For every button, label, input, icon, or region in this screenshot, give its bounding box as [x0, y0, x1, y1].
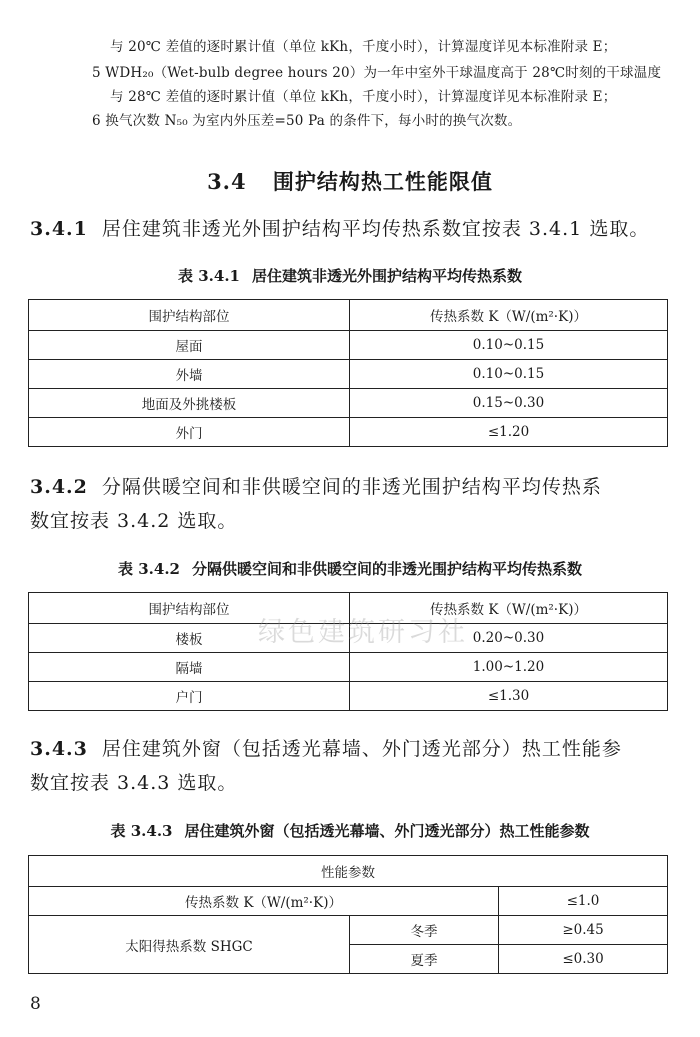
table-number: 表 3.4.2: [118, 560, 180, 578]
header-cell: 围护结构部位: [29, 593, 350, 624]
clause-text: 居住建筑外窗（包括透光幕墙、外门透光部分）热工性能参: [101, 738, 622, 760]
table-cell: 0.20~0.30: [350, 624, 668, 653]
clause-3-4-1: [30, 212, 649, 246]
table-3-4-2-caption: [0, 558, 700, 579]
table-header-row: [29, 300, 668, 331]
table-cell: 传热系数 K（W/(m²·K)）: [29, 887, 499, 916]
clause-text: 分隔供暖空间和非供暖空间的非透光围护结构平均传热系: [101, 476, 602, 498]
table-row: [29, 331, 668, 360]
table-cell: 太阳得热系数 SHGC: [29, 916, 350, 974]
table-3-4-1-caption: [0, 265, 700, 286]
table-cell: 屋面: [29, 331, 350, 360]
clause-3-4-3-cont: 数宜按表 3.4.3 选取。: [30, 772, 238, 794]
table-cell: 隔墙: [29, 653, 350, 682]
header-cell: 传热系数 K（W/(m²·K)）: [350, 300, 668, 331]
table-cell: 1.00~1.20: [350, 653, 668, 682]
table-3-4-3-caption: [0, 820, 700, 841]
table-cell: ≤1.30: [350, 682, 668, 711]
header-cell: 性能参数: [29, 856, 668, 887]
table-cell: ≤1.20: [350, 418, 668, 447]
note-line-6: 6 换气次数 N₅₀ 为室内外压差=50 Pa 的条件下，每小时的换气次数。: [92, 113, 522, 129]
table-row: [29, 916, 668, 945]
table-cell: 0.10~0.15: [350, 331, 668, 360]
table-cell: 楼板: [29, 624, 350, 653]
clause-number: 3.4.1: [30, 218, 88, 240]
watermark: 绿色建筑研习社: [258, 617, 468, 648]
clause-number: 3.4.3: [30, 738, 88, 760]
clause-3-4-2-cont: 数宜按表 3.4.2 选取。: [30, 510, 238, 532]
table-header-row: [29, 856, 668, 887]
note-line-5-cont: 与 28℃ 差值的逐时累计值（单位 kKh，千度小时），计算湿度详见本标准附录 E；: [110, 89, 617, 105]
table-title: 居住建筑外窗（包括透光幕墙、外门透光部分）热工性能参数: [184, 822, 590, 840]
note-line-4-cont: 与 20℃ 差值的逐时累计值（单位 kKh，千度小时），计算湿度详见本标准附录 E；: [110, 39, 617, 55]
table-number: 表 3.4.3: [110, 822, 173, 840]
table-cell: 0.15~0.30: [350, 389, 668, 418]
table-cell: 冬季: [350, 916, 499, 945]
table-row: [29, 653, 668, 682]
table-cell: 0.10~0.15: [350, 360, 668, 389]
table-cell: 外门: [29, 418, 350, 447]
table-cell: 户门: [29, 682, 350, 711]
table-3-4-3: [28, 855, 668, 974]
table-cell: ≤0.30: [499, 945, 668, 974]
table-row: [29, 418, 668, 447]
section-title: 围护结构热工性能限值: [272, 169, 493, 194]
page-number: 8: [30, 994, 41, 1014]
table-title: 分隔供暖空间和非供暖空间的非透光围护结构平均传热系数: [191, 560, 582, 578]
table-cell: ≥0.45: [499, 916, 668, 945]
table-number: 表 3.4.1: [178, 267, 240, 285]
table-row: [29, 887, 668, 916]
section-heading: [0, 166, 700, 196]
note-line-5: 5 WDH₂₀（Wet-bulb degree hours 20）为一年中室外干球温度高于 28℃时刻的干球温度: [92, 65, 662, 81]
table-3-4-1: [28, 299, 668, 447]
table-cell: 外墙: [29, 360, 350, 389]
table-title: 居住建筑非透光外围护结构平均传热系数: [251, 267, 522, 285]
table-row: [29, 682, 668, 711]
header-cell: 围护结构部位: [29, 300, 350, 331]
header-cell: 传热系数 K（W/(m²·K)）: [350, 593, 668, 624]
table-cell: 地面及外挑楼板: [29, 389, 350, 418]
section-number: 3.4: [207, 169, 247, 194]
clause-3-4-2: [30, 470, 602, 504]
clause-number: 3.4.2: [30, 476, 88, 498]
table-cell: 夏季: [350, 945, 499, 974]
clause-3-4-3: [30, 732, 622, 766]
table-cell: ≤1.0: [499, 887, 668, 916]
table-row: [29, 360, 668, 389]
clause-text: 居住建筑非透光外围护结构平均传热系数宜按表 3.4.1 选取。: [101, 218, 650, 240]
table-row: [29, 389, 668, 418]
